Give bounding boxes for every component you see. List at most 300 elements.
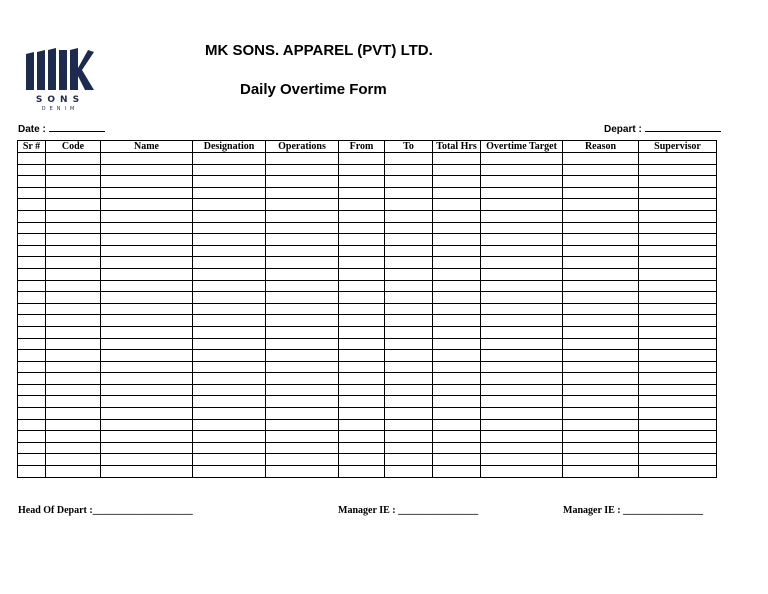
- table-cell[interactable]: [481, 373, 563, 385]
- table-cell[interactable]: [18, 396, 46, 408]
- table-cell[interactable]: [385, 408, 433, 420]
- table-cell[interactable]: [433, 153, 481, 165]
- table-cell[interactable]: [563, 257, 639, 269]
- table-cell[interactable]: [46, 222, 101, 234]
- table-cell[interactable]: [193, 257, 266, 269]
- table-cell[interactable]: [46, 419, 101, 431]
- table-cell[interactable]: [101, 210, 193, 222]
- table-cell[interactable]: [339, 153, 385, 165]
- table-cell[interactable]: [193, 292, 266, 304]
- table-cell[interactable]: [46, 280, 101, 292]
- table-cell[interactable]: [46, 176, 101, 188]
- depart-field[interactable]: [604, 120, 721, 135]
- table-cell[interactable]: [339, 280, 385, 292]
- table-cell[interactable]: [563, 419, 639, 431]
- table-cell[interactable]: [433, 292, 481, 304]
- table-cell[interactable]: [563, 338, 639, 350]
- table-cell[interactable]: [101, 164, 193, 176]
- table-cell[interactable]: [266, 442, 339, 454]
- table-cell[interactable]: [18, 350, 46, 362]
- table-cell[interactable]: [266, 350, 339, 362]
- table-cell[interactable]: [481, 222, 563, 234]
- table-cell[interactable]: [339, 384, 385, 396]
- table-cell[interactable]: [563, 199, 639, 211]
- table-cell[interactable]: [339, 303, 385, 315]
- table-cell[interactable]: [266, 373, 339, 385]
- table-cell[interactable]: [563, 466, 639, 478]
- table-cell[interactable]: [18, 315, 46, 327]
- table-cell[interactable]: [46, 361, 101, 373]
- table-cell[interactable]: [18, 199, 46, 211]
- table-cell[interactable]: [101, 408, 193, 420]
- table-cell[interactable]: [639, 384, 717, 396]
- table-cell[interactable]: [433, 199, 481, 211]
- table-cell[interactable]: [339, 268, 385, 280]
- table-cell[interactable]: [385, 466, 433, 478]
- date-input-line[interactable]: [49, 120, 105, 132]
- table-cell[interactable]: [193, 153, 266, 165]
- table-cell[interactable]: [18, 187, 46, 199]
- table-cell[interactable]: [563, 361, 639, 373]
- table-cell[interactable]: [385, 431, 433, 443]
- table-cell[interactable]: [339, 234, 385, 246]
- table-cell[interactable]: [481, 408, 563, 420]
- table-cell[interactable]: [193, 315, 266, 327]
- table-cell[interactable]: [18, 361, 46, 373]
- table-cell[interactable]: [481, 442, 563, 454]
- table-cell[interactable]: [481, 210, 563, 222]
- table-cell[interactable]: [46, 373, 101, 385]
- table-cell[interactable]: [266, 466, 339, 478]
- table-cell[interactable]: [339, 350, 385, 362]
- table-cell[interactable]: [385, 350, 433, 362]
- table-cell[interactable]: [18, 419, 46, 431]
- table-cell[interactable]: [639, 361, 717, 373]
- table-cell[interactable]: [481, 361, 563, 373]
- table-cell[interactable]: [433, 350, 481, 362]
- table-cell[interactable]: [639, 466, 717, 478]
- table-cell[interactable]: [433, 164, 481, 176]
- table-cell[interactable]: [46, 326, 101, 338]
- table-cell[interactable]: [339, 210, 385, 222]
- table-cell[interactable]: [639, 396, 717, 408]
- table-cell[interactable]: [46, 268, 101, 280]
- table-cell[interactable]: [481, 384, 563, 396]
- table-cell[interactable]: [193, 199, 266, 211]
- table-cell[interactable]: [339, 292, 385, 304]
- table-cell[interactable]: [339, 326, 385, 338]
- table-cell[interactable]: [101, 234, 193, 246]
- table-cell[interactable]: [639, 164, 717, 176]
- table-cell[interactable]: [563, 292, 639, 304]
- table-cell[interactable]: [46, 384, 101, 396]
- table-cell[interactable]: [18, 280, 46, 292]
- table-cell[interactable]: [639, 431, 717, 443]
- table-cell[interactable]: [481, 153, 563, 165]
- table-cell[interactable]: [385, 454, 433, 466]
- table-cell[interactable]: [563, 384, 639, 396]
- table-cell[interactable]: [385, 280, 433, 292]
- table-cell[interactable]: [481, 326, 563, 338]
- table-cell[interactable]: [433, 419, 481, 431]
- table-cell[interactable]: [563, 176, 639, 188]
- table-cell[interactable]: [433, 408, 481, 420]
- table-cell[interactable]: [385, 326, 433, 338]
- depart-input-line[interactable]: [645, 120, 721, 132]
- table-cell[interactable]: [101, 303, 193, 315]
- table-cell[interactable]: [101, 222, 193, 234]
- table-cell[interactable]: [385, 257, 433, 269]
- table-cell[interactable]: [18, 176, 46, 188]
- table-cell[interactable]: [101, 292, 193, 304]
- table-cell[interactable]: [339, 164, 385, 176]
- table-cell[interactable]: [481, 431, 563, 443]
- table-cell[interactable]: [101, 326, 193, 338]
- table-cell[interactable]: [339, 176, 385, 188]
- table-cell[interactable]: [46, 292, 101, 304]
- table-cell[interactable]: [18, 454, 46, 466]
- table-cell[interactable]: [639, 326, 717, 338]
- table-cell[interactable]: [101, 315, 193, 327]
- table-cell[interactable]: [18, 442, 46, 454]
- table-cell[interactable]: [101, 199, 193, 211]
- table-cell[interactable]: [193, 454, 266, 466]
- table-cell[interactable]: [266, 257, 339, 269]
- table-cell[interactable]: [385, 234, 433, 246]
- table-cell[interactable]: [563, 431, 639, 443]
- table-cell[interactable]: [193, 164, 266, 176]
- table-cell[interactable]: [266, 384, 339, 396]
- table-cell[interactable]: [563, 454, 639, 466]
- table-cell[interactable]: [266, 292, 339, 304]
- table-cell[interactable]: [385, 176, 433, 188]
- table-cell[interactable]: [266, 164, 339, 176]
- table-cell[interactable]: [193, 466, 266, 478]
- table-cell[interactable]: [266, 454, 339, 466]
- table-cell[interactable]: [639, 454, 717, 466]
- table-cell[interactable]: [101, 176, 193, 188]
- table-cell[interactable]: [563, 268, 639, 280]
- table-cell[interactable]: [18, 338, 46, 350]
- table-cell[interactable]: [481, 454, 563, 466]
- table-cell[interactable]: [101, 268, 193, 280]
- table-cell[interactable]: [433, 326, 481, 338]
- table-cell[interactable]: [639, 419, 717, 431]
- table-cell[interactable]: [639, 350, 717, 362]
- table-cell[interactable]: [563, 234, 639, 246]
- table-cell[interactable]: [193, 338, 266, 350]
- table-cell[interactable]: [433, 280, 481, 292]
- table-cell[interactable]: [563, 442, 639, 454]
- table-cell[interactable]: [18, 431, 46, 443]
- table-cell[interactable]: [101, 280, 193, 292]
- table-cell[interactable]: [385, 315, 433, 327]
- table-cell[interactable]: [101, 350, 193, 362]
- table-cell[interactable]: [193, 408, 266, 420]
- table-cell[interactable]: [46, 466, 101, 478]
- table-cell[interactable]: [193, 419, 266, 431]
- table-cell[interactable]: [101, 431, 193, 443]
- table-cell[interactable]: [18, 210, 46, 222]
- table-cell[interactable]: [563, 373, 639, 385]
- table-cell[interactable]: [193, 234, 266, 246]
- table-cell[interactable]: [266, 234, 339, 246]
- table-cell[interactable]: [18, 466, 46, 478]
- table-cell[interactable]: [385, 210, 433, 222]
- table-cell[interactable]: [385, 338, 433, 350]
- table-cell[interactable]: [101, 153, 193, 165]
- table-cell[interactable]: [563, 187, 639, 199]
- table-cell[interactable]: [266, 222, 339, 234]
- table-cell[interactable]: [193, 268, 266, 280]
- date-field[interactable]: [18, 120, 105, 135]
- table-cell[interactable]: [639, 210, 717, 222]
- table-cell[interactable]: [339, 419, 385, 431]
- table-cell[interactable]: [101, 419, 193, 431]
- table-cell[interactable]: [266, 419, 339, 431]
- table-cell[interactable]: [266, 326, 339, 338]
- table-cell[interactable]: [385, 396, 433, 408]
- table-cell[interactable]: [266, 338, 339, 350]
- table-cell[interactable]: [433, 222, 481, 234]
- table-cell[interactable]: [101, 338, 193, 350]
- table-cell[interactable]: [639, 153, 717, 165]
- table-cell[interactable]: [433, 442, 481, 454]
- table-cell[interactable]: [46, 350, 101, 362]
- table-cell[interactable]: [18, 408, 46, 420]
- table-cell[interactable]: [46, 187, 101, 199]
- table-cell[interactable]: [385, 153, 433, 165]
- table-cell[interactable]: [481, 338, 563, 350]
- table-cell[interactable]: [481, 176, 563, 188]
- table-cell[interactable]: [639, 245, 717, 257]
- table-cell[interactable]: [193, 361, 266, 373]
- table-cell[interactable]: [339, 466, 385, 478]
- table-cell[interactable]: [46, 257, 101, 269]
- table-cell[interactable]: [481, 245, 563, 257]
- table-cell[interactable]: [193, 303, 266, 315]
- table-cell[interactable]: [481, 280, 563, 292]
- table-cell[interactable]: [639, 176, 717, 188]
- table-cell[interactable]: [339, 222, 385, 234]
- table-cell[interactable]: [18, 268, 46, 280]
- table-cell[interactable]: [101, 454, 193, 466]
- table-cell[interactable]: [18, 373, 46, 385]
- table-cell[interactable]: [481, 199, 563, 211]
- table-cell[interactable]: [193, 396, 266, 408]
- table-cell[interactable]: [563, 210, 639, 222]
- table-cell[interactable]: [266, 408, 339, 420]
- table-cell[interactable]: [193, 326, 266, 338]
- table-cell[interactable]: [101, 442, 193, 454]
- table-cell[interactable]: [266, 303, 339, 315]
- table-cell[interactable]: [385, 384, 433, 396]
- table-cell[interactable]: [433, 454, 481, 466]
- table-cell[interactable]: [481, 257, 563, 269]
- table-cell[interactable]: [266, 431, 339, 443]
- table-cell[interactable]: [193, 442, 266, 454]
- table-cell[interactable]: [339, 408, 385, 420]
- table-cell[interactable]: [18, 222, 46, 234]
- table-cell[interactable]: [481, 187, 563, 199]
- table-cell[interactable]: [385, 199, 433, 211]
- table-cell[interactable]: [18, 234, 46, 246]
- table-cell[interactable]: [433, 268, 481, 280]
- table-cell[interactable]: [18, 326, 46, 338]
- table-cell[interactable]: [639, 303, 717, 315]
- table-cell[interactable]: [481, 303, 563, 315]
- table-cell[interactable]: [639, 338, 717, 350]
- table-cell[interactable]: [193, 210, 266, 222]
- table-cell[interactable]: [385, 442, 433, 454]
- table-cell[interactable]: [433, 466, 481, 478]
- table-cell[interactable]: [339, 373, 385, 385]
- table-cell[interactable]: [101, 373, 193, 385]
- table-cell[interactable]: [266, 268, 339, 280]
- table-cell[interactable]: [46, 303, 101, 315]
- table-cell[interactable]: [18, 164, 46, 176]
- table-cell[interactable]: [433, 373, 481, 385]
- table-cell[interactable]: [46, 153, 101, 165]
- table-cell[interactable]: [193, 176, 266, 188]
- table-cell[interactable]: [339, 442, 385, 454]
- table-cell[interactable]: [18, 292, 46, 304]
- table-cell[interactable]: [639, 292, 717, 304]
- table-cell[interactable]: [639, 234, 717, 246]
- table-cell[interactable]: [433, 210, 481, 222]
- table-cell[interactable]: [639, 257, 717, 269]
- table-cell[interactable]: [433, 384, 481, 396]
- table-cell[interactable]: [481, 466, 563, 478]
- table-cell[interactable]: [101, 384, 193, 396]
- table-cell[interactable]: [385, 187, 433, 199]
- table-cell[interactable]: [339, 199, 385, 211]
- table-cell[interactable]: [563, 280, 639, 292]
- table-cell[interactable]: [266, 315, 339, 327]
- table-cell[interactable]: [46, 454, 101, 466]
- table-cell[interactable]: [563, 408, 639, 420]
- table-cell[interactable]: [385, 268, 433, 280]
- table-cell[interactable]: [563, 315, 639, 327]
- table-cell[interactable]: [639, 373, 717, 385]
- table-cell[interactable]: [18, 153, 46, 165]
- table-cell[interactable]: [639, 442, 717, 454]
- table-cell[interactable]: [481, 268, 563, 280]
- table-cell[interactable]: [46, 408, 101, 420]
- table-cell[interactable]: [481, 292, 563, 304]
- table-cell[interactable]: [339, 396, 385, 408]
- table-cell[interactable]: [266, 280, 339, 292]
- table-cell[interactable]: [46, 442, 101, 454]
- table-cell[interactable]: [481, 234, 563, 246]
- table-cell[interactable]: [385, 361, 433, 373]
- table-cell[interactable]: [563, 396, 639, 408]
- table-cell[interactable]: [339, 187, 385, 199]
- table-cell[interactable]: [385, 373, 433, 385]
- table-cell[interactable]: [339, 454, 385, 466]
- table-cell[interactable]: [46, 210, 101, 222]
- table-cell[interactable]: [639, 408, 717, 420]
- table-cell[interactable]: [18, 257, 46, 269]
- table-cell[interactable]: [193, 187, 266, 199]
- table-cell[interactable]: [639, 187, 717, 199]
- table-cell[interactable]: [385, 164, 433, 176]
- table-cell[interactable]: [385, 292, 433, 304]
- table-cell[interactable]: [266, 153, 339, 165]
- table-cell[interactable]: [563, 303, 639, 315]
- table-cell[interactable]: [639, 315, 717, 327]
- table-cell[interactable]: [266, 361, 339, 373]
- table-cell[interactable]: [433, 303, 481, 315]
- table-cell[interactable]: [385, 245, 433, 257]
- table-cell[interactable]: [101, 187, 193, 199]
- table-cell[interactable]: [563, 326, 639, 338]
- table-cell[interactable]: [339, 257, 385, 269]
- table-cell[interactable]: [481, 315, 563, 327]
- table-cell[interactable]: [339, 315, 385, 327]
- table-cell[interactable]: [266, 210, 339, 222]
- table-cell[interactable]: [481, 396, 563, 408]
- table-cell[interactable]: [46, 245, 101, 257]
- table-cell[interactable]: [639, 222, 717, 234]
- table-cell[interactable]: [193, 373, 266, 385]
- table-cell[interactable]: [433, 245, 481, 257]
- table-cell[interactable]: [481, 164, 563, 176]
- table-cell[interactable]: [481, 350, 563, 362]
- table-cell[interactable]: [18, 245, 46, 257]
- table-cell[interactable]: [385, 222, 433, 234]
- table-cell[interactable]: [385, 419, 433, 431]
- table-cell[interactable]: [563, 222, 639, 234]
- table-cell[interactable]: [46, 396, 101, 408]
- table-cell[interactable]: [46, 199, 101, 211]
- table-cell[interactable]: [433, 338, 481, 350]
- table-cell[interactable]: [266, 187, 339, 199]
- table-cell[interactable]: [339, 431, 385, 443]
- table-cell[interactable]: [101, 361, 193, 373]
- table-cell[interactable]: [46, 234, 101, 246]
- table-cell[interactable]: [101, 466, 193, 478]
- table-cell[interactable]: [46, 164, 101, 176]
- table-cell[interactable]: [563, 245, 639, 257]
- table-cell[interactable]: [193, 431, 266, 443]
- table-cell[interactable]: [639, 280, 717, 292]
- table-cell[interactable]: [266, 396, 339, 408]
- table-cell[interactable]: [193, 384, 266, 396]
- table-cell[interactable]: [433, 396, 481, 408]
- table-cell[interactable]: [433, 234, 481, 246]
- table-cell[interactable]: [481, 419, 563, 431]
- table-cell[interactable]: [339, 361, 385, 373]
- table-cell[interactable]: [46, 315, 101, 327]
- table-cell[interactable]: [101, 257, 193, 269]
- table-cell[interactable]: [266, 176, 339, 188]
- table-cell[interactable]: [266, 245, 339, 257]
- table-cell[interactable]: [18, 384, 46, 396]
- table-cell[interactable]: [46, 431, 101, 443]
- table-cell[interactable]: [433, 187, 481, 199]
- table-cell[interactable]: [433, 257, 481, 269]
- table-cell[interactable]: [193, 280, 266, 292]
- table-cell[interactable]: [101, 396, 193, 408]
- table-cell[interactable]: [563, 350, 639, 362]
- table-cell[interactable]: [339, 245, 385, 257]
- table-cell[interactable]: [46, 338, 101, 350]
- table-cell[interactable]: [193, 245, 266, 257]
- table-cell[interactable]: [639, 199, 717, 211]
- table-cell[interactable]: [433, 431, 481, 443]
- table-cell[interactable]: [433, 361, 481, 373]
